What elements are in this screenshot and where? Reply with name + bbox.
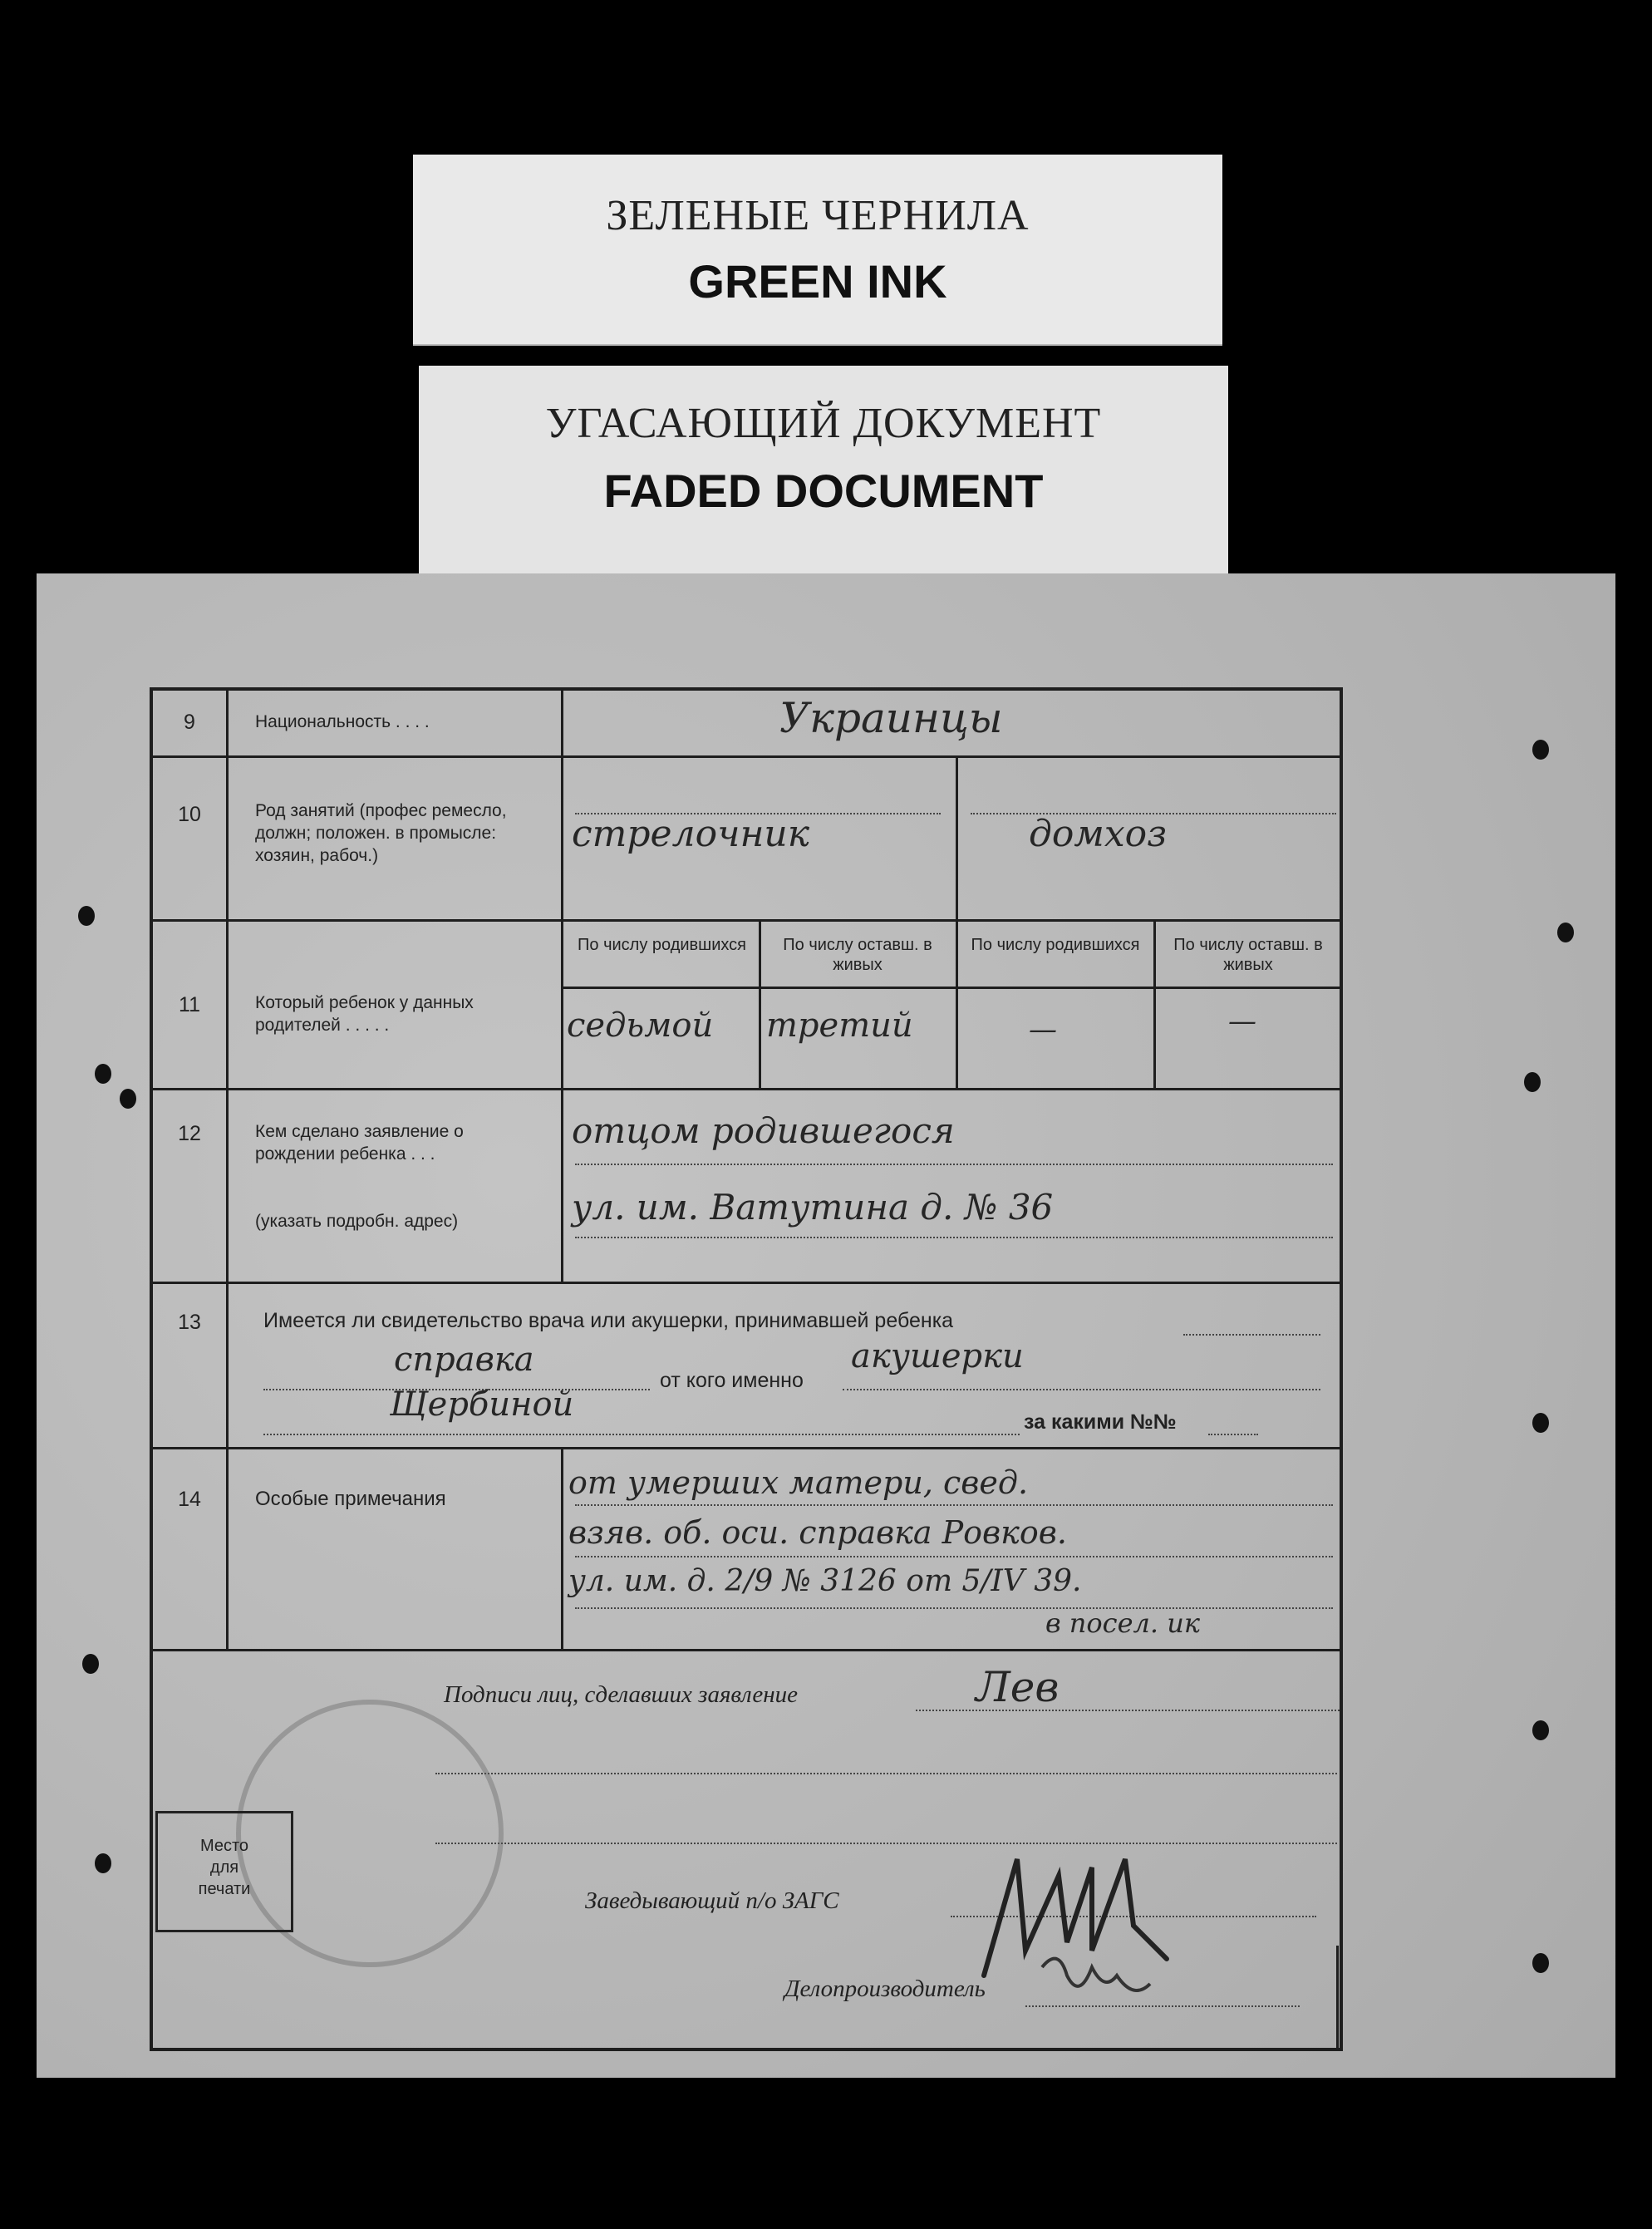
occupation-label: Род занятий (профес ремесло, должн; положен. в промысле: хозяин, рабоч.) <box>229 758 563 919</box>
punch-hole <box>1532 1953 1549 1973</box>
child-order-label: Который ребенок у данных родителей . . . . . <box>229 922 563 1088</box>
row-certificate <box>153 1284 1340 1449</box>
applicant-label: Кем сделано заявление о рождении ребенка . . . (указать подробн. адрес) <box>229 1090 563 1282</box>
remarks-line: ул. им. д. 2/9 № 3126 от 5/IV 39. <box>568 1564 1082 1598</box>
applicants-signature-label: Подписи лиц, сделавших заявление <box>444 1681 799 1708</box>
punch-hole <box>78 906 95 926</box>
from-whom-value: акушерки <box>851 1337 1024 1375</box>
remarks-label: Особые примечания <box>229 1449 563 1649</box>
remarks-line: в посел. ик <box>1045 1607 1200 1639</box>
row-nationality <box>153 691 1340 758</box>
occupation-value-cell <box>563 758 1340 919</box>
row-number: 10 <box>153 758 229 919</box>
col-header-born-mother: По числу родившихся <box>971 936 1140 954</box>
row-applicant <box>153 1090 1340 1284</box>
green-ink-label-ru: ЗЕЛЕНЫЕ ЧЕРНИЛА <box>606 192 1030 239</box>
row-number: 13 <box>153 1284 229 1447</box>
row-number: 9 <box>153 691 229 755</box>
midwife-name: Щербиной <box>390 1385 574 1424</box>
certificate-question: Имеется ли свидетельство врача или акушерки, принимавшей ребенка <box>263 1309 954 1332</box>
child-order-value-cell <box>563 922 1340 1088</box>
punch-hole <box>1524 1072 1541 1092</box>
col-header-alive-mother: По числу оставш. в живых <box>1173 936 1323 974</box>
row-occupation <box>153 758 1340 922</box>
child-order-born-mother: — <box>1029 1013 1057 1046</box>
head-registrar-label: Заведывающий п/о ЗАГС <box>585 1887 839 1914</box>
faded-document-label-en: FADED DOCUMENT <box>603 465 1044 517</box>
applicant-who: отцом родившегося <box>572 1110 955 1151</box>
nationality-label: Национальность . . . . <box>229 691 563 755</box>
clerk-signature <box>1034 1942 1158 2025</box>
birth-record-page <box>37 573 1615 2078</box>
punch-hole <box>1557 923 1574 942</box>
punch-hole <box>95 1853 111 1873</box>
form-bottom-border <box>150 2048 1341 2051</box>
nationality-value: Украинцы <box>779 694 1003 742</box>
applicant-address: ул. им. Ватутина д. № 36 <box>572 1187 1054 1228</box>
col-header-born-father: По числу родившихся <box>578 936 746 954</box>
nationality-value-cell <box>563 691 1340 755</box>
remarks-line: от умерших матери, свед. <box>568 1464 1029 1501</box>
punch-hole <box>1532 740 1549 760</box>
punch-hole <box>82 1654 99 1674</box>
row-number: 12 <box>153 1090 229 1282</box>
remarks-line: взяв. об. оси. справка Ровков. <box>568 1514 1067 1551</box>
mother-occupation: домхоз <box>1029 813 1168 855</box>
stamp-placeholder-box: Место для печати <box>155 1811 293 1932</box>
row-number: 14 <box>153 1449 229 1649</box>
child-order-born-father: седьмой <box>567 1006 714 1045</box>
child-order-alive-father: третий <box>766 1006 913 1045</box>
father-occupation: стрелочник <box>572 813 810 855</box>
row-number: 11 <box>153 922 229 1088</box>
applicant-address-hint: (указать подробн. адрес) <box>255 1212 459 1231</box>
punch-hole <box>95 1064 111 1084</box>
col-header-alive-father: По числу оставш. в живых <box>783 936 932 974</box>
applicant-value-cell <box>563 1090 1340 1282</box>
punch-hole <box>1532 1720 1549 1740</box>
row-child-order <box>153 922 1340 1090</box>
green-ink-label-en: GREEN INK <box>688 255 947 308</box>
green-ink-label-card <box>413 155 1222 346</box>
applicant-signature: Лев <box>976 1663 1060 1711</box>
faded-document-label-ru: УГАСАЮЩИЙ ДОКУМЕНТ <box>545 400 1102 447</box>
numbers-label: за какими №№ <box>1024 1410 1177 1434</box>
from-whom-label: от кого именно <box>660 1369 804 1392</box>
clerk-label: Делопроизводитель <box>784 1976 986 2002</box>
certificate-answer: справка <box>394 1341 534 1379</box>
row-remarks <box>153 1449 1340 1651</box>
punch-hole <box>120 1089 136 1109</box>
remarks-value-cell <box>563 1449 1340 1649</box>
punch-hole <box>1532 1413 1549 1433</box>
faded-document-label-card <box>419 366 1228 580</box>
child-order-alive-mother: — <box>1228 1005 1256 1038</box>
